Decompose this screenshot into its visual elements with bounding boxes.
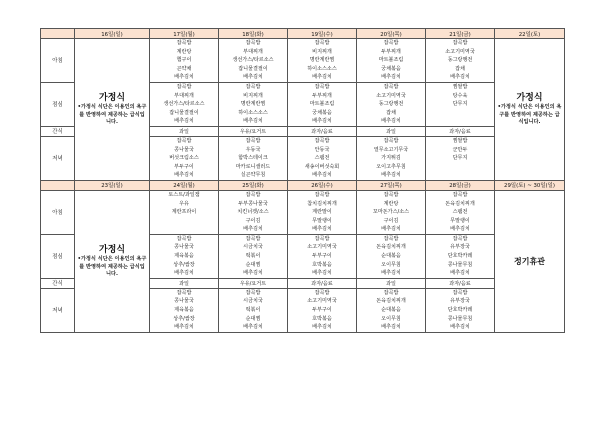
menu-item: [426, 117, 494, 126]
menu-cell: 과일: [150, 126, 219, 136]
menu-item: 배추김치: [450, 226, 470, 233]
menu-cell: 우유/요거트: [219, 278, 288, 288]
menu-item: 유부장국: [450, 244, 470, 251]
menu-item: 잡곡밥: [314, 235, 330, 242]
menu-item: 잡곡밥: [452, 235, 468, 242]
meal-label-snack: 간식: [41, 278, 75, 288]
menu-item: 구이김: [245, 217, 261, 224]
menu-item: 제육볶음: [174, 307, 194, 314]
menu-item: 찜쌀밥: [452, 137, 468, 144]
menu-item: 잡곡밥: [176, 289, 192, 296]
menu-item: 탕수육: [452, 92, 468, 99]
menu-item: 잡니물결절이: [238, 65, 268, 72]
menu-item: 잡곡밥: [245, 40, 261, 46]
menu-cell: 과일: [357, 126, 426, 136]
menu-item: 명란계란찜: [309, 57, 335, 64]
menu-item: 배추김치: [243, 324, 263, 331]
menu-item: 동그랑땡전: [378, 101, 404, 108]
menu-item: 배추김치: [381, 172, 401, 179]
menu-item: 스팸전: [314, 155, 330, 162]
menu-item: 잡곡밥: [383, 191, 399, 198]
menu-item: [150, 225, 218, 234]
day-header: 16일(일): [75, 29, 150, 39]
menu-cell: 과일: [150, 278, 219, 288]
menu-cell: 과일: [357, 278, 426, 288]
menu-cell: [357, 288, 426, 332]
day-header: 26일(수): [288, 180, 357, 190]
meal-label-breakfast: 아침: [41, 190, 75, 234]
menu-item: 군만두: [452, 146, 468, 153]
day-header: 24일(월): [150, 180, 219, 190]
day-header: 18일(화): [219, 29, 288, 39]
menu-cell: [150, 82, 219, 126]
menu-item: 콩나물국: [174, 298, 194, 305]
menu-item: 소고기미역국: [376, 92, 406, 99]
menu-item: 잡곡밥: [452, 191, 468, 198]
menu-cell: [357, 136, 426, 180]
meal-label-lunch: 점심: [41, 234, 75, 278]
menu-item: 배추김치: [381, 226, 401, 233]
meal-row-breakfast: [41, 190, 565, 234]
menu-item: 잡채: [455, 65, 465, 72]
menu-item: 콩나물무침: [447, 261, 473, 268]
menu-item: 순대찜: [245, 315, 261, 322]
menu-item: 단무지: [452, 155, 468, 162]
menu-item: 호박볶음: [312, 261, 332, 268]
menu-item: 배추김치: [312, 270, 332, 277]
menu-item: 배추김치: [450, 270, 470, 277]
menu-item: 상추/쌈장: [173, 261, 195, 268]
special-note: •가정식 식단은 이용인의 욕구를 반영하여 제공하는 급식입니다.: [497, 104, 562, 126]
menu-item: 하이소스소스: [238, 109, 268, 116]
menu-item: 생선가스/타르소스: [232, 57, 274, 64]
menu-item: 햄구이: [176, 57, 192, 64]
menu-item: 단호박카레: [447, 307, 473, 314]
menu-item: 배추김치: [174, 74, 194, 81]
menu-cell: [426, 39, 495, 83]
menu-item: 두부구이: [312, 253, 332, 260]
menu-item: 생선가스/타르소스: [163, 101, 205, 108]
menu-cell: [357, 39, 426, 83]
menu-item: 시금치국: [243, 298, 263, 305]
menu-item: 배추김치: [312, 172, 332, 179]
menu-item: 소고기미역국: [445, 48, 475, 55]
menu-item: 잡곡밥: [314, 289, 330, 296]
menu-item: 소고기미역국: [307, 298, 337, 305]
menu-item: 잡곡밥: [383, 289, 399, 296]
menu-item: 콩나물국: [174, 146, 194, 153]
day-header: 17일(월): [150, 29, 219, 39]
menu-cell: [426, 190, 495, 234]
menu-cell: [219, 234, 288, 278]
menu-item: 가지튀김: [381, 155, 401, 162]
menu-item: 제육볶음: [174, 253, 194, 260]
day-header: 20일(목): [357, 29, 426, 39]
menu-cell: 우유/요거트: [219, 126, 288, 136]
menu-cell: [150, 136, 219, 180]
menu-item: 배추김치: [381, 270, 401, 277]
menu-item: 배추김치: [174, 324, 194, 331]
holiday-label: 정기휴관: [514, 256, 545, 266]
menu-item: 구이김: [383, 217, 399, 224]
menu-item: 오이무침: [381, 261, 401, 268]
day-header: 21일(금): [426, 29, 495, 39]
saturday-cell: [495, 39, 565, 181]
menu-item: 돈육김치찌개: [445, 200, 475, 207]
saturday-cell: [495, 190, 565, 332]
special-title: 가정식: [516, 93, 543, 104]
menu-item: [426, 109, 494, 118]
menu-item: 배추김치: [381, 118, 401, 125]
menu-item: 두부찌개: [381, 48, 401, 55]
day-header: 29일(토) ~ 30일(일): [495, 180, 565, 190]
menu-item: 동그랑땡전: [447, 57, 473, 64]
menu-item: 잡곡밥: [176, 83, 192, 90]
menu-item: 참치김치찌개: [307, 200, 337, 207]
menu-cell: [150, 288, 219, 332]
menu-item: 계란탕: [176, 48, 192, 55]
menu-cell: [150, 39, 219, 83]
menu-item: 잡곡밥: [383, 235, 399, 242]
menu-cell: [150, 190, 219, 234]
menu-item: 콩나물무침: [447, 315, 473, 322]
menu-item: 치킨너겟/소스: [237, 209, 269, 216]
menu-item: 두부콩나물국: [238, 200, 268, 207]
menu-cell: [288, 82, 357, 126]
day-header: 27일(목): [357, 180, 426, 190]
menu-item: 비지찌개: [312, 48, 332, 55]
menu-item: 단호박카레: [447, 253, 473, 260]
menu-item: 잡곡밥: [452, 40, 468, 46]
menu-item: 잡곡밥: [314, 137, 330, 144]
menu-item: 계란프라이: [171, 209, 197, 216]
day-header: 28일(금): [426, 180, 495, 190]
menu-cell: [426, 82, 495, 126]
menu-item: 콩나물국: [174, 244, 194, 251]
menu-item: 배추김치: [312, 118, 332, 125]
menu-item: 명란계란찜: [240, 101, 266, 108]
menu-cell: [288, 288, 357, 332]
menu-item: 두부구이: [312, 307, 332, 314]
day-header-row: [41, 180, 565, 190]
meal-label-lunch: 점심: [41, 82, 75, 126]
menu-item: 꼬마돈가스/소스: [372, 209, 410, 216]
menu-item: 계란말이: [312, 209, 332, 216]
menu-cell: 과자/음료: [426, 126, 495, 136]
menu-item: 궁채볶음: [381, 65, 401, 72]
menu-item: 두부찌개: [312, 92, 332, 99]
menu-item: 배추김치: [450, 324, 470, 331]
special-title: 가정식: [98, 245, 126, 256]
menu-cell: 과자/음료: [288, 126, 357, 136]
menu-cell: 과자/음료: [426, 278, 495, 288]
special-title: 가정식: [98, 93, 126, 104]
menu-item: 잡곡밥: [176, 137, 192, 144]
menu-item: 배추김치: [243, 226, 263, 233]
menu-item: 돈육김치찌개: [376, 298, 406, 305]
menu-item: 오이고추무침: [376, 163, 406, 170]
sunday-cell: [75, 190, 150, 332]
menu-item: 배추김치: [243, 270, 263, 277]
menu-cell: [426, 234, 495, 278]
menu-cell: [219, 288, 288, 332]
menu-item: 찜쌀밥: [452, 83, 468, 90]
menu-item: 안동국: [314, 146, 330, 153]
day-header-row: [41, 29, 565, 39]
menu-item: 계란탕: [383, 200, 399, 207]
menu-item: 호박볶음: [312, 315, 332, 322]
menu-item: 하이소스소스: [307, 65, 337, 72]
menu-item: 배추김치: [312, 226, 332, 233]
menu-item: 유부장국: [450, 298, 470, 305]
menu-item: 스팸전: [452, 209, 468, 216]
corner-cell: [41, 180, 75, 190]
menu-cell: [219, 136, 288, 180]
menu-cell: [357, 190, 426, 234]
menu-item: 단무지: [452, 101, 468, 108]
menu-item: 마카로니샐러드: [235, 163, 271, 170]
menu-item: 비지찌개: [243, 92, 263, 99]
special-note: •가정식 식단은 이용인의 욕구를 반영하여 제공하는 급식입니다.: [77, 104, 147, 126]
menu-item: 배추김치: [174, 270, 194, 277]
menu-cell: [288, 136, 357, 180]
sunday-cell: [75, 39, 150, 181]
menu-item: 실곤약무침: [240, 172, 266, 179]
special-note: •가정식 식단은 이용인의 욕구를 반영하여 제공하는 급식입니다.: [77, 256, 147, 278]
menu-cell: [357, 234, 426, 278]
menu-item: 배추김치: [174, 172, 194, 179]
menu-item: 배추김치: [312, 74, 332, 81]
menu-cell: [426, 136, 495, 180]
menu-cell: [150, 234, 219, 278]
menu-cell: [219, 39, 288, 83]
menu-item: 떡볶이: [245, 253, 261, 260]
menu-item: 마트볼조림: [309, 101, 335, 108]
menu-item: [426, 163, 494, 172]
menu-item: [426, 171, 494, 180]
menu-cell: 과자/음료: [288, 278, 357, 288]
weekly-menu-table: [40, 28, 565, 333]
day-header: 22일(토): [495, 29, 565, 39]
meal-label-dinner: 저녁: [41, 288, 75, 332]
corner-cell: [41, 29, 75, 39]
menu-item: 버섯크림소스: [169, 155, 199, 162]
menu-item: 새송이버섯숙회: [304, 163, 340, 170]
menu-item: 상추/쌈장: [173, 315, 195, 322]
meal-row-breakfast: [41, 39, 565, 83]
menu-item: 배추김치: [243, 74, 263, 81]
menu-item: 부두구이: [174, 163, 194, 170]
menu-item: 잡곡밥: [314, 191, 330, 198]
menu-item: 잡곡밥: [245, 83, 261, 90]
menu-item: 떡볶이: [245, 307, 261, 314]
menu-item: [150, 217, 218, 226]
menu-item: 잡곡밥: [314, 40, 330, 46]
menu-item: 무말랭이: [450, 217, 470, 224]
menu-item: 부대찌개: [174, 92, 194, 99]
menu-item: 잡곡밥: [245, 235, 261, 242]
menu-item: 함박스테이크: [238, 155, 268, 162]
menu-item: 잡곡밥: [452, 289, 468, 296]
menu-item: 잡곡밥: [383, 40, 399, 46]
meal-label-dinner: 저녁: [41, 136, 75, 180]
menu-item: 배추김치: [450, 74, 470, 81]
menu-cell: [357, 82, 426, 126]
menu-item: 소고기미역국: [307, 244, 337, 251]
menu-item: 배추김치: [381, 324, 401, 331]
menu-cell: [219, 190, 288, 234]
menu-item: 잡곡밥: [314, 83, 330, 90]
menu-item: 잡곡밥: [176, 235, 192, 242]
day-header: 25일(화): [219, 180, 288, 190]
menu-cell: [288, 190, 357, 234]
menu-item: 배추김치: [174, 118, 194, 125]
menu-item: 부대찌개: [243, 48, 263, 55]
menu-item: 배추김치: [312, 324, 332, 331]
menu-item: 궁채볶음: [312, 109, 332, 116]
menu-cell: [288, 39, 357, 83]
menu-cell: [426, 288, 495, 332]
menu-item: 잡곡밥: [245, 191, 261, 198]
menu-item: 곤약채: [176, 65, 192, 72]
menu-item: 시금치국: [243, 244, 263, 251]
menu-item: 돈육김치찌개: [376, 244, 406, 251]
menu-item: 잡곡밥: [176, 40, 192, 46]
menu-item: 순대볶음: [381, 253, 401, 260]
menu-item: 잡니물결절이: [169, 109, 199, 116]
menu-item: 잡곡밥: [245, 289, 261, 296]
menu-cell: [219, 82, 288, 126]
menu-item: 배추김치: [381, 74, 401, 81]
day-header: 19일(수): [288, 29, 357, 39]
menu-item: 순대볶음: [381, 307, 401, 314]
menu-item: 마트볼조림: [378, 57, 404, 64]
menu-item: 잡곡밥: [383, 137, 399, 144]
day-header: 23일(일): [75, 180, 150, 190]
menu-item: 순대찜: [245, 261, 261, 268]
menu-item: 우유: [179, 200, 189, 207]
meal-label-breakfast: 아침: [41, 39, 75, 83]
menu-item: 무말랭이: [312, 217, 332, 224]
menu-item: 배추김치: [243, 118, 263, 125]
menu-item: 열무소고기무국: [373, 146, 409, 153]
menu-item: 오이무침: [381, 315, 401, 322]
menu-item: 토스트/과일잼: [168, 191, 200, 198]
menu-cell: [288, 234, 357, 278]
menu-item: 잡채: [386, 109, 396, 116]
menu-item: 잡곡밥: [383, 83, 399, 90]
menu-item: 우동국: [245, 146, 261, 153]
meal-label-snack: 간식: [41, 126, 75, 136]
menu-item: 잡곡밥: [245, 137, 261, 144]
